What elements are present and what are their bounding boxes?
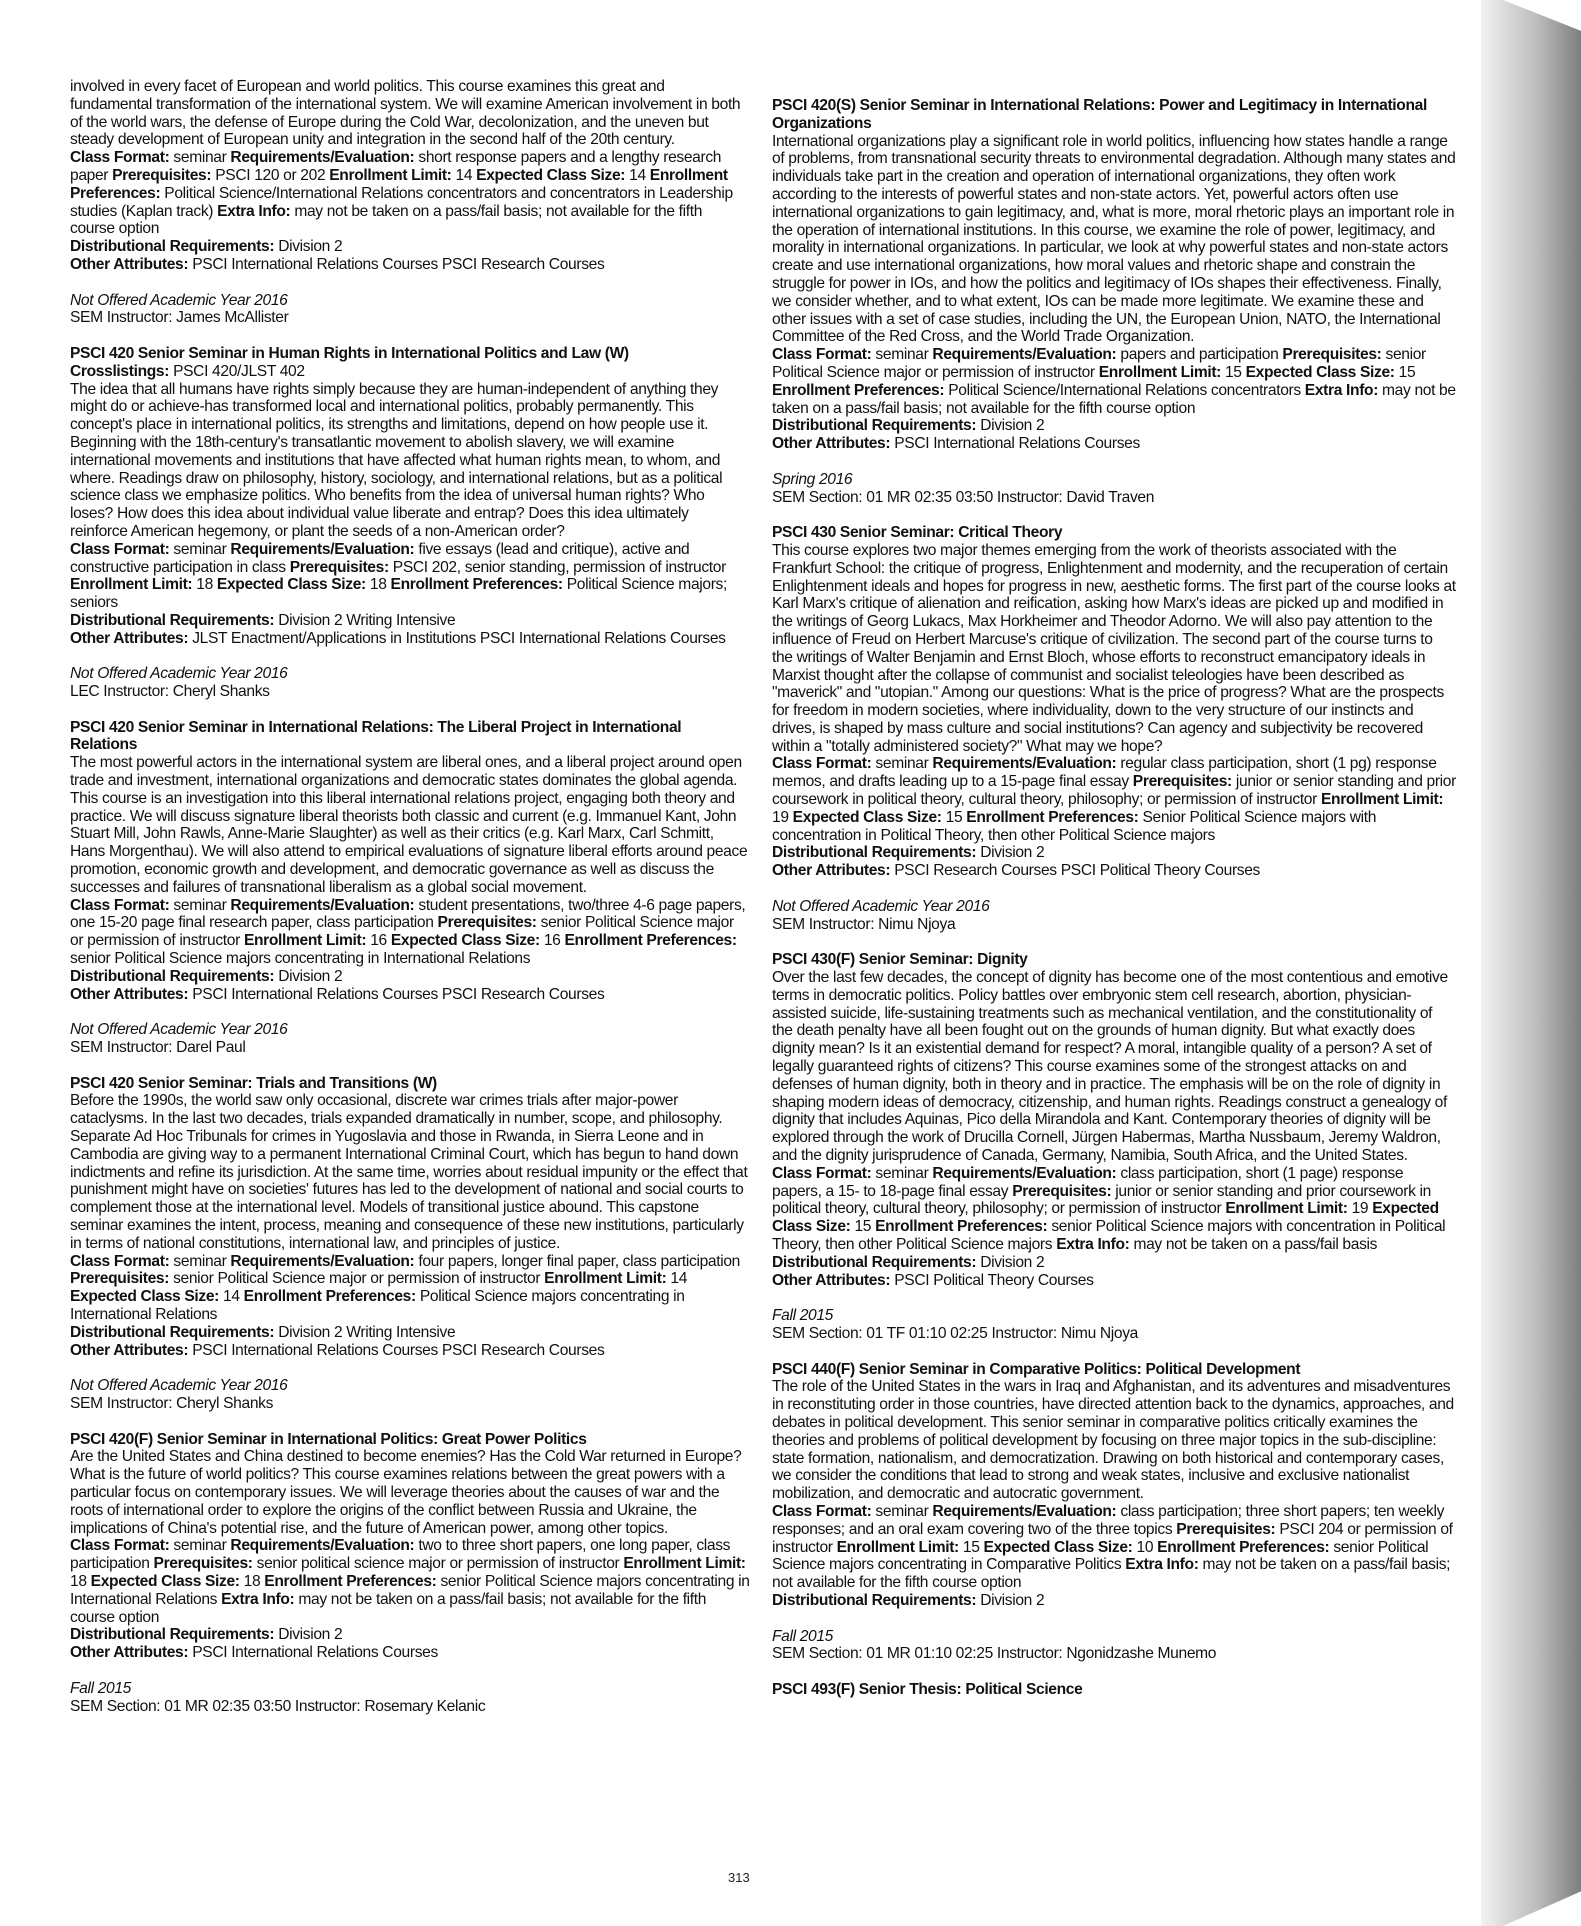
course-description: The role of the United States in the wars in Iraq and Afghanistan, and its adventures and misadventures in reconstituting order in those countries, have directed attention back to the dynamics, approaches, and debates in political development. This senior seminar in comparative politics critically examines the theories and problems of political development by focusing on three major topics in the sub-discipline: state formation, nationalism, and democratization. Drawing on both historical and contemporary cases, we consider the conditions that lead to strong and weak states, inclusive and exclusive nationalist mobilization, and democratic and autocratic government. xyxy=(772,1378,1454,1503)
distributional-value: Division 2 Writing Intensive xyxy=(278,611,456,629)
enrollment-limit-value: 18 xyxy=(70,1572,87,1590)
expected-class-size-value: 15 xyxy=(854,1218,872,1236)
enrollment-limit-value: 15 xyxy=(962,1538,980,1556)
requirements-value: short response papers and a lengthy research paper xyxy=(70,149,722,184)
enrollment-limit-label: Enrollment Limit: xyxy=(70,576,193,594)
expected-class-size-value: 14 xyxy=(223,1288,240,1306)
requirements-value: class participation, short (1 page) response papers, a 15- to 18-page final essay xyxy=(772,1164,1404,1200)
class-format-label: Class Format: xyxy=(70,540,170,558)
other-attributes-label: Other Attributes: xyxy=(70,629,189,647)
course-details xyxy=(70,897,750,968)
enrollment-limit-value: 14 xyxy=(670,1270,688,1288)
course-entry xyxy=(70,1431,750,1716)
distributional-value: Division 2 xyxy=(278,1626,343,1644)
expected-class-size-value: 15 xyxy=(945,808,963,826)
requirements-label: Requirements/Evaluation: xyxy=(230,896,415,914)
spacer xyxy=(772,1610,1456,1628)
extra-info-label: Extra Info: xyxy=(221,1590,295,1608)
course-other-attributes xyxy=(70,630,750,648)
class-format-label: Class Format: xyxy=(772,346,872,364)
other-attributes-label: Other Attributes: xyxy=(772,1271,891,1289)
course-title: PSCI 420 Senior Seminar in International Relations: The Liberal Project in International Relations xyxy=(70,718,682,754)
distributional-value: Division 2 xyxy=(278,967,343,985)
spacer xyxy=(70,1003,750,1021)
course-title: PSCI 420 Senior Seminar: Trials and Transitions (W) xyxy=(70,1074,437,1092)
course-entry xyxy=(70,345,750,701)
extra-info-label: Extra Info: xyxy=(1304,381,1379,399)
enrollment-preferences-label: Enrollment Preferences: xyxy=(875,1218,1048,1236)
course-distributional xyxy=(772,1254,1456,1272)
distributional-label: Distributional Requirements: xyxy=(772,1591,977,1609)
class-format-label: Class Format: xyxy=(772,1502,872,1520)
course-other-attributes xyxy=(70,1644,750,1662)
course-description: Before the 1990s, the world saw only occasional, discrete war crimes trials after major-power cataclysms. In the last two decades, trials expanded dramatically in number, scope, and philosophy. Separate Ad Hoc Tribunals for crimes in Yugoslavia and those in Rwanda, in Sierra Leone and in Cambodia are giving way to a permanent International Criminal Court, which has begun to hand down indictments and refine its jurisdiction. At the same time, worries about residual impunity or the effect that punishment might have on societies' futures has led to the development of national and social courts to complement those at the international level. Models of transitional justice abound. This capstone seminar examines the intent, process, meaning and consequence of these new institutions, particularly in terms of national constitutions, international law, and principles of justice. xyxy=(70,1092,748,1252)
course-other-attributes xyxy=(70,1342,750,1360)
distributional-value: Division 2 xyxy=(980,844,1045,862)
distributional-label: Distributional Requirements: xyxy=(772,1253,977,1271)
expected-class-size-value: 18 xyxy=(369,576,387,594)
course-title: PSCI 440(F) Senior Seminar in Comparative Politics: Political Development xyxy=(772,1360,1301,1378)
distributional-value: Division 2 xyxy=(980,1591,1045,1609)
course-title: PSCI 493(F) Senior Thesis: Political Science xyxy=(772,1680,1083,1698)
expected-class-size-label: Expected Class Size: xyxy=(390,932,540,950)
prerequisites-label: Prerequisites: xyxy=(70,1270,170,1288)
enrollment-preferences-label: Enrollment Preferences: xyxy=(264,1572,437,1590)
distributional-label: Distributional Requirements: xyxy=(772,417,977,435)
course-term: Not Offered Academic Year 2016 xyxy=(70,665,288,683)
course-section: SEM Instructor: Cheryl Shanks xyxy=(70,1394,274,1412)
other-attributes-label: Other Attributes: xyxy=(772,862,891,880)
course-distributional xyxy=(772,417,1456,435)
distributional-value: Division 2 Writing Intensive xyxy=(278,1323,456,1341)
class-format-value: seminar xyxy=(875,755,929,773)
prerequisites-label: Prerequisites: xyxy=(289,558,389,576)
course-section: SEM Section: 01 MR 02:35 03:50 Instructor: Rosemary Kelanic xyxy=(70,1697,486,1715)
prerequisites-label: Prerequisites: xyxy=(1176,1520,1276,1538)
course-entry xyxy=(70,78,750,327)
requirements-label: Requirements/Evaluation: xyxy=(932,346,1117,364)
course-section: SEM Instructor: Nimu Njoya xyxy=(772,915,956,933)
enrollment-preferences-value: senior Political Science majors concentrating in International Relations xyxy=(70,950,531,968)
distributional-label: Distributional Requirements: xyxy=(70,1626,275,1644)
distributional-value: Division 2 xyxy=(980,1253,1045,1271)
course-entry xyxy=(772,951,1456,1343)
course-section: SEM Section: 01 MR 02:35 03:50 Instructor: David Traven xyxy=(772,488,1155,506)
course-section: SEM Section: 01 MR 01:10 02:25 Instructor: Ngonidzashe Munemo xyxy=(772,1645,1217,1663)
extra-info-value: may not be taken on a pass/fail basis xyxy=(1133,1236,1378,1253)
distributional-label: Distributional Requirements: xyxy=(70,967,275,985)
enrollment-preferences-label: Enrollment Preferences: xyxy=(772,381,945,399)
spacer xyxy=(772,453,1456,471)
other-attributes-value: PSCI Research Courses PSCI Political Theory Courses xyxy=(894,862,1261,880)
expected-class-size-label: Expected Class Size: xyxy=(983,1538,1133,1556)
requirements-value: two to three short papers, one long paper, class participation xyxy=(70,1537,731,1573)
course-description: The most powerful actors in the international system are liberal ones, and a liberal project around open trade and investment, international organizations and democratic states dominates the global agenda. This course is an investigation into this liberal international relations project, engaging both theory and practice. We will discuss signature liberal theorists both classic and current (e.g. Immanuel Kant, John Stuart Mill, John Rawls, Anne-Marie Slaughter) as well as their critics (e.g. Karl Marx, Carl Schmitt, Hans Morgenthau). We will also attend to empirical evaluations of signature liberal efforts around peace promotion, economic growth and development, and democratic governance as well as discuss the successes and failures of transnational liberalism as a global social movement. xyxy=(70,754,748,896)
requirements-value: class participation; three short papers; ten weekly responses; and an oral exam covering two of the three topics xyxy=(772,1502,1445,1538)
expected-class-size-label: Expected Class Size: xyxy=(90,1572,240,1590)
enrollment-preferences-label: Enrollment Preferences: xyxy=(70,166,728,202)
course-description: involved in every facet of European and world politics. This course examines this great and fundamental transformation of the international system. We will examine American involvement in both of the world wars, the defense of Europe during the Cold War, decolonization, and the uneven but steady development of European unity and integration in the second half of the 20th century. xyxy=(70,78,741,149)
class-format-value: seminar xyxy=(173,896,227,914)
enrollment-preferences-label: Enrollment Preferences: xyxy=(390,576,563,594)
enrollment-limit-label: Enrollment Limit: xyxy=(544,1270,667,1288)
enrollment-preferences-value: Political Science/International Relations concentrators and concentrators in Leadership studies (Kaplan track) xyxy=(70,184,733,220)
course-term: Fall 2015 xyxy=(70,1679,131,1697)
prerequisites-value: PSCI 204 or permission of instructor xyxy=(772,1520,1453,1556)
course-entry xyxy=(772,97,1456,506)
other-attributes-value: PSCI International Relations Courses PSCI Research Courses xyxy=(192,985,605,1003)
course-distributional xyxy=(70,968,750,986)
prerequisites-value: senior Political Science major or permission of instructor xyxy=(70,914,734,950)
spacer xyxy=(70,1359,750,1377)
enrollment-preferences-value: Political Science majors; seniors xyxy=(70,576,727,612)
right-column xyxy=(772,97,1456,1717)
class-format-label: Class Format: xyxy=(772,1164,872,1182)
course-details xyxy=(772,1165,1456,1254)
extra-info-value: may not be taken on a pass/fail basis; not available for the fifth course option xyxy=(70,202,703,238)
course-distributional xyxy=(772,1592,1456,1610)
class-format-value: seminar xyxy=(173,149,227,167)
enrollment-preferences-label: Enrollment Preferences: xyxy=(564,932,737,950)
course-other-attributes xyxy=(772,435,1456,453)
course-distributional xyxy=(70,238,750,256)
other-attributes-value: PSCI International Relations Courses xyxy=(894,435,1140,453)
requirements-label: Requirements/Evaluation: xyxy=(230,1537,415,1555)
enrollment-preferences-value: senior Political Science majors with concentration in Political Theory, then other Political Science majors xyxy=(772,1218,1446,1253)
prerequisites-value: PSCI 202, senior standing, permission of instructor xyxy=(392,558,726,576)
course-distributional xyxy=(70,612,750,630)
extra-info-label: Extra Info: xyxy=(1125,1556,1199,1574)
course-entry xyxy=(772,524,1456,933)
expected-class-size-label: Expected Class Size: xyxy=(216,576,366,594)
requirements-value: papers and participation xyxy=(1120,346,1279,364)
course-distributional xyxy=(772,844,1456,862)
class-format-value: seminar xyxy=(875,1164,929,1182)
enrollment-limit-label: Enrollment Limit: xyxy=(329,166,452,184)
expected-class-size-value: 18 xyxy=(243,1572,261,1590)
course-title: PSCI 420 Senior Seminar in Human Rights in International Politics and Law (W) xyxy=(70,344,629,362)
course-term: Fall 2015 xyxy=(772,1307,833,1325)
course-other-attributes xyxy=(772,1272,1456,1290)
enrollment-limit-value: 19 xyxy=(772,808,789,826)
enrollment-limit-value: 19 xyxy=(1351,1200,1369,1218)
distributional-label: Distributional Requirements: xyxy=(772,844,977,862)
class-format-value: seminar xyxy=(875,346,929,364)
other-attributes-value: PSCI International Relations Courses PSCI Research Courses xyxy=(192,1341,605,1359)
course-description: International organizations play a significant role in world politics, influencing how states handle a range of problems, from transnational security threats to environmental degradation. Although many states and individuals take part in the creation and operation of international organizations, they often work according to the interests of powerful states and non-state actors. Yet, powerful actors often use international organizations to gain legitimacy, and, what is more, moral rhetoric plays an important role in the operation of international institutions. In this course, we examine the role of power, legitimacy, and morality in international organizations. In particular, we look at why powerful states and non-state actors create and use international organizations, how moral values and rhetoric shape and constrain the struggle for power in IOs, and how the politics and legitimacy of IOs shapes their effectiveness. Finally, we consider whether, and to what extent, IOs can be made more legitimate. We examine these and other issues with a set of case studies, including the UN, the European Union, NATO, the International Committee of the Red Cross, and the World Trade Organization. xyxy=(772,132,1456,346)
prerequisites-value: junior or senior standing and prior coursework in political theory, cultural theory, philosophy; or permission of instructor xyxy=(772,1182,1431,1218)
enrollment-limit-value: 18 xyxy=(196,576,213,594)
other-attributes-label: Other Attributes: xyxy=(70,985,189,1003)
course-details xyxy=(772,1503,1456,1592)
class-format-value: seminar xyxy=(173,1252,227,1270)
expected-class-size-label: Expected Class Size: xyxy=(1245,363,1395,381)
course-term: Fall 2015 xyxy=(772,1627,833,1645)
course-term: Spring 2016 xyxy=(772,470,853,488)
crosslistings-label: Crosslistings: xyxy=(70,362,170,380)
course-section: LEC Instructor: Cheryl Shanks xyxy=(70,683,270,701)
enrollment-preferences-value: Senior Political Science majors with concentration in Political Theory, then other Political Science majors xyxy=(772,808,1377,844)
requirements-value: five essays (lead and critique), active and constructive participation in class xyxy=(70,540,690,576)
course-distributional xyxy=(70,1324,750,1342)
course-description: This course explores two major themes emerging from the work of theorists associated with the Frankfurt School: the critique of progress, Enlightenment and modernity, and the recuperation of certain Enlightenment ideals and hopes for progress in new, aesthetic forms. The first part of the course looks at Karl Marx's critique of alienation and reification, asking how Marx's ideas are picked up and modified in the writings of Georg Lukacs, Max Horkheimer and Theodor Adorno. We will also pay attention to the influence of Freud on Herbert Marcuse's critique of civilization. The second part of the course turns to the writings of Walter Benjamin and Ernst Bloch, whose efforts to reconstruct emancipatory ideals in Marxist thought after the collapse of communist and socialist teleologies have been described as "maverick" and "utopian." Among our questions: What is the price of progress? What are the prospects for freedom in modern societies, where individuality, down to the very structure of our instincts and drives, is shaped by mass culture and social institutions? Can agency and subjectivity be recovered within a "totally administered society?" What may we hope? xyxy=(772,541,1456,755)
expected-class-size-label: Expected Class Size: xyxy=(772,1200,1439,1236)
other-attributes-value: PSCI International Relations Courses xyxy=(192,1644,438,1662)
course-other-attributes xyxy=(70,256,750,274)
enrollment-limit-label: Enrollment Limit: xyxy=(1320,791,1444,809)
spacer xyxy=(70,1662,750,1680)
prerequisites-value: junior or senior standing and prior coursework in political theory, cultural theory, philosophy; or permission of instructor xyxy=(772,773,1456,809)
class-format-label: Class Format: xyxy=(70,1252,170,1270)
page-curl-shading xyxy=(1481,0,1581,1926)
distributional-label: Distributional Requirements: xyxy=(70,1323,275,1341)
course-term: Not Offered Academic Year 2016 xyxy=(70,1377,288,1395)
other-attributes-label: Other Attributes: xyxy=(70,1644,189,1662)
distributional-label: Distributional Requirements: xyxy=(70,238,275,256)
spacer xyxy=(772,1289,1456,1307)
prerequisites-value: senior Political Science major or permission of instructor xyxy=(173,1270,541,1288)
prerequisites-label: Prerequisites: xyxy=(153,1555,253,1573)
course-distributional xyxy=(70,1626,750,1644)
requirements-value: four papers, longer final paper, class participation xyxy=(418,1252,740,1270)
enrollment-preferences-value: senior Political Science majors concentrating in International Relations xyxy=(70,1572,750,1608)
other-attributes-value: PSCI Political Theory Courses xyxy=(894,1271,1094,1289)
course-section: SEM Instructor: Darel Paul xyxy=(70,1039,246,1057)
other-attributes-value: JLST Enactment/Applications in Institutions PSCI International Relations Courses xyxy=(192,629,726,647)
enrollment-limit-label: Enrollment Limit: xyxy=(623,1555,746,1573)
course-other-attributes xyxy=(70,986,750,1004)
requirements-label: Requirements/Evaluation: xyxy=(230,149,415,167)
enrollment-preferences-label: Enrollment Preferences: xyxy=(966,808,1139,826)
course-details xyxy=(70,1253,750,1324)
class-format-value: seminar xyxy=(875,1502,929,1520)
course-details xyxy=(772,755,1456,844)
expected-class-size-value: 15 xyxy=(1398,363,1416,381)
extra-info-label: Extra Info: xyxy=(1056,1236,1130,1253)
page-number: 313 xyxy=(728,1870,750,1885)
crosslistings-value: PSCI 420/JLST 402 xyxy=(173,362,305,380)
expected-class-size-value: 14 xyxy=(629,166,646,184)
course-entry xyxy=(772,1681,1456,1699)
course-details xyxy=(70,1537,750,1626)
course-details xyxy=(772,346,1456,417)
expected-class-size-value: 10 xyxy=(1136,1538,1154,1556)
other-attributes-value: PSCI International Relations Courses PSCI Research Courses xyxy=(192,255,605,273)
enrollment-preferences-value: Political Science/International Relations concentrators xyxy=(948,381,1301,399)
enrollment-preferences-label: Enrollment Preferences: xyxy=(243,1288,416,1306)
class-format-label: Class Format: xyxy=(772,755,872,773)
course-details xyxy=(70,149,750,238)
course-title: PSCI 430(F) Senior Seminar: Dignity xyxy=(772,951,1028,969)
enrollment-preferences-value: senior Political Science majors concentrating in Comparative Politics xyxy=(772,1538,1429,1574)
requirements-label: Requirements/Evaluation: xyxy=(932,755,1117,773)
course-term: Not Offered Academic Year 2016 xyxy=(772,897,990,915)
prerequisites-label: Prerequisites: xyxy=(112,166,212,184)
other-attributes-label: Other Attributes: xyxy=(70,255,189,273)
course-section: SEM Instructor: James McAllister xyxy=(70,309,289,327)
course-title: PSCI 420(F) Senior Seminar in International Politics: Great Power Politics xyxy=(70,1430,587,1448)
extra-info-value: may not be taken on a pass/fail basis; not available for the fifth course option xyxy=(772,381,1456,417)
prerequisites-value: senior political science major or permission of instructor xyxy=(256,1555,620,1573)
spacer xyxy=(772,880,1456,898)
requirements-label: Requirements/Evaluation: xyxy=(932,1164,1117,1182)
extra-info-value: may not be taken on a pass/fail basis; not available for the fifth course option xyxy=(70,1590,707,1626)
course-other-attributes xyxy=(772,862,1456,880)
extra-info-label: Extra Info: xyxy=(217,202,291,220)
prerequisites-value: senior Political Science major or permission of instructor xyxy=(772,346,1426,381)
class-format-value: seminar xyxy=(173,1537,227,1555)
course-title: PSCI 430 Senior Seminar: Critical Theory xyxy=(772,524,1063,542)
class-format-label: Class Format: xyxy=(70,1537,170,1555)
other-attributes-label: Other Attributes: xyxy=(70,1341,189,1359)
expected-class-size-value: 16 xyxy=(543,932,561,950)
spacer xyxy=(70,274,750,292)
expected-class-size-label: Expected Class Size: xyxy=(476,166,626,184)
course-description: The idea that all humans have rights simply because they are human-independent of anything they might do or achieve-has transformed local and international politics, probably permanently. This concept's place in international politics, its strengths and limitations, depend on how people use it. Beginning with the 18th-century's transatlantic movement to abolish slavery, we will examine international movements and institutions that have affected what human rights mean, to whom, and where. Readings draw on philosophy, history, sociology, and international relations, but as a political science class we emphasize politics. Who benefits from the idea of universal human rights? Who loses? How does this idea about individual value liberate and entrap? Does this idea ultimately reinforce American hegemony, or plant the seeds of a non-American order? xyxy=(70,380,723,540)
requirements-label: Requirements/Evaluation: xyxy=(230,1252,415,1270)
other-attributes-label: Other Attributes: xyxy=(772,435,891,453)
enrollment-limit-label: Enrollment Limit: xyxy=(836,1538,959,1556)
extra-info-value: may not be taken on a pass/fail basis; not available for the fifth course option xyxy=(772,1556,1451,1592)
enrollment-preferences-label: Enrollment Preferences: xyxy=(1157,1538,1330,1556)
class-format-label: Class Format: xyxy=(70,896,170,914)
enrollment-limit-label: Enrollment Limit: xyxy=(1225,1200,1348,1218)
requirements-value: regular class participation, short (1 pg) response memos, and drafts leading up to a 15-page final essay xyxy=(772,755,1437,791)
course-description: Over the last few decades, the concept of dignity has become one of the most contentious and emotive terms in democratic politics. Policy battles over embryonic stem cell research, abortion, physician-assisted suicide, life-sustaining treatments such as mechanical ventilation, and the constitutionality of the death penalty have all been fought out on the grounds of human dignity. But what exactly does dignity mean? Is it an existential demand for respect? A moral, intangible quality of a person? A set of legally guaranteed rights of citizens? This course examines some of the strongest attacks on and defenses of human dignity, both in theory and in practice. The emphasis will be on the role of dignity in shaping modern ideas of democracy, citizenship, and human rights. Readings construct a genealogy of dignity that includes Aquinas, Pico della Mirandola and Kant. Contemporary theories of dignity will be explored through the work of Drucilla Cornell, Jürgen Habermas, Martha Nussbaum, Jeremy Waldron, and the dignity jurisprudence of Canada, Germany, Namibia, South Africa, and the United States. xyxy=(772,969,1448,1165)
distributional-value: Division 2 xyxy=(980,417,1045,435)
enrollment-limit-value: 16 xyxy=(370,932,387,950)
distributional-value: Division 2 xyxy=(278,238,343,256)
enrollment-limit-label: Enrollment Limit: xyxy=(243,932,367,950)
prerequisites-value: PSCI 120 or 202 xyxy=(215,166,326,184)
spacer xyxy=(70,648,750,666)
requirements-label: Requirements/Evaluation: xyxy=(230,540,415,558)
expected-class-size-label: Expected Class Size: xyxy=(792,808,942,826)
course-entry xyxy=(70,1075,750,1413)
enrollment-preferences-value: Political Science majors concentrating in International Relations xyxy=(70,1288,685,1323)
prerequisites-label: Prerequisites: xyxy=(1132,773,1232,791)
left-column xyxy=(70,78,750,1733)
enrollment-limit-label: Enrollment Limit: xyxy=(1098,363,1221,381)
course-section: SEM Section: 01 TF 01:10 02:25 Instructor: Nimu Njoya xyxy=(772,1324,1138,1342)
class-format-value: seminar xyxy=(173,540,227,558)
course-title: PSCI 420(S) Senior Seminar in International Relations: Power and Legitimacy in International Organizations xyxy=(772,97,1427,132)
course-description: Are the United States and China destined to become enemies? Has the Cold War returned in Europe? What is the future of world politics? This course examines relations between the great powers with a particular focus on contemporary issues. We will leverage theories about the causes of war and the roots of international order to explore the origins of the conflict between Russia and Ukraine, the implications of China's potential rise, and the future of American power, among other topics. xyxy=(70,1448,742,1537)
course-entry xyxy=(772,1361,1456,1664)
prerequisites-label: Prerequisites: xyxy=(1282,346,1382,364)
prerequisites-label: Prerequisites: xyxy=(1012,1182,1112,1200)
distributional-label: Distributional Requirements: xyxy=(70,611,275,629)
enrollment-limit-value: 14 xyxy=(455,166,473,184)
course-entry xyxy=(70,719,750,1057)
enrollment-limit-value: 15 xyxy=(1224,363,1242,381)
expected-class-size-label: Expected Class Size: xyxy=(70,1288,220,1306)
class-format-label: Class Format: xyxy=(70,149,170,167)
prerequisites-label: Prerequisites: xyxy=(437,914,537,932)
requirements-label: Requirements/Evaluation: xyxy=(932,1502,1117,1520)
course-term: Not Offered Academic Year 2016 xyxy=(70,291,288,309)
course-term: Not Offered Academic Year 2016 xyxy=(70,1021,288,1039)
course-details xyxy=(70,541,750,612)
requirements-value: student presentations, two/three 4-6 page papers, one 15-20 page final research paper, class participation xyxy=(70,896,746,932)
course-crosslistings xyxy=(70,363,750,381)
